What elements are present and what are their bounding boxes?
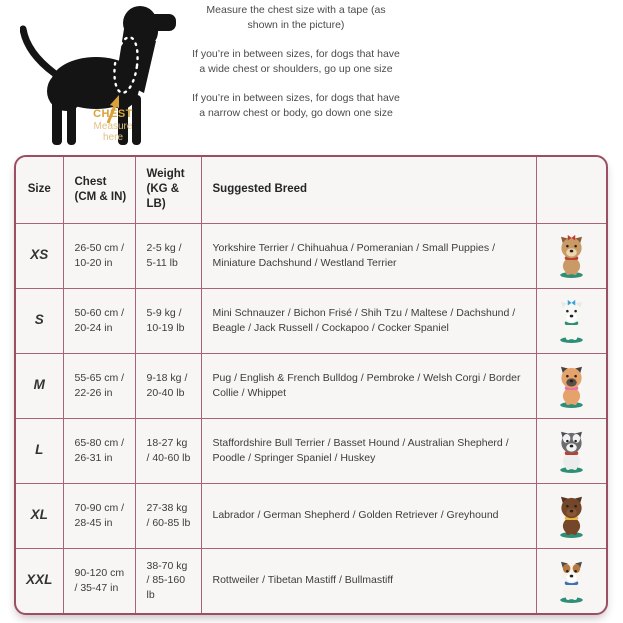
instruction-narrow-chest: If you’re in between sizes, for dogs that have a narrow chest or body, go down one size: [192, 92, 400, 119]
breed-icon-cell: [536, 288, 606, 353]
chest-label: CHEST: [93, 108, 133, 120]
size-cell: M: [16, 353, 63, 418]
table-row: [16, 483, 606, 548]
column-header-icon: [536, 157, 606, 223]
measurement-instructions: [192, 3, 400, 135]
table-row: [16, 353, 606, 418]
breed-cell: Mini Schnauzer / Bichon Frisé / Shih Tzu / Maltese / Dachshund / Beagle / Jack Russell / Cockapoo / Cocker Spaniel: [201, 288, 536, 353]
breed-icon-cell: [536, 483, 606, 548]
yorkshire-terrier-icon: [549, 249, 594, 261]
weight-cell: 18-27 kg / 40-60 lb: [135, 418, 201, 483]
breed-cell: Rottweiler / Tibetan Mastiff / Bullmastiff: [201, 548, 536, 613]
size-chart: [16, 157, 606, 613]
weight-cell: 9-18 kg / 20-40 lb: [135, 353, 201, 418]
breed-cell: Labrador / German Shepherd / Golden Retriever / Greyhound: [201, 483, 536, 548]
table-row: [16, 548, 606, 613]
chest-cell: 65-80 cm / 26-31 in: [63, 418, 135, 483]
weight-cell: 38-70 kg / 85-160 lb: [135, 548, 201, 613]
chest-cell: 90-120 cm / 35-47 in: [63, 548, 135, 613]
size-cell: XXL: [16, 548, 63, 613]
table-row: [16, 418, 606, 483]
column-header-breed: Suggested Breed: [201, 157, 536, 223]
chest-cell: 50-60 cm / 20-24 in: [63, 288, 135, 353]
breed-cell: Staffordshire Bull Terrier / Basset Hound / Australian Shepherd / Poodle / Springer Spaniel / Huskey: [201, 418, 536, 483]
breed-cell: Yorkshire Terrier / Chihuahua / Pomeranian / Small Puppies / Miniature Dachshund / Westland Terrier: [201, 223, 536, 288]
header-row: [16, 157, 606, 223]
weight-cell: 2-5 kg / 5-11 lb: [135, 223, 201, 288]
column-header-chest: Chest (CM & IN): [63, 157, 135, 223]
column-header-weight: Weight (KG & LB): [135, 157, 201, 223]
weight-cell: 5-9 kg / 10-19 lb: [135, 288, 201, 353]
chest-cell: 70-90 cm / 28-45 in: [63, 483, 135, 548]
size-cell: S: [16, 288, 63, 353]
measure-here-label-line2: here: [102, 132, 124, 143]
size-chart-table: [14, 155, 608, 615]
size-cell: L: [16, 418, 63, 483]
breed-icon-cell: [536, 223, 606, 288]
weight-cell: 27-38 kg / 60-85 lb: [135, 483, 201, 548]
labrador-icon: [549, 509, 594, 521]
husky-icon: [549, 444, 594, 456]
dog-silhouette-illustration: [20, 0, 200, 152]
chest-cell: 55-65 cm / 22-26 in: [63, 353, 135, 418]
breed-cell: Pug / English & French Bulldog / Pembroke / Welsh Corgi / Border Collie / Whippet: [201, 353, 536, 418]
instruction-measure-tape: Measure the chest size with a tape (as shown in the picture): [206, 4, 386, 31]
pug-icon: [549, 379, 594, 391]
instruction-wide-chest: If you’re in between sizes, for dogs that have a wide chest or shoulders, go up one size: [192, 48, 400, 75]
size-cell: XS: [16, 223, 63, 288]
table-row: [16, 223, 606, 288]
column-header-size: Size: [16, 157, 63, 223]
chest-cell: 26-50 cm / 10-20 in: [63, 223, 135, 288]
size-table-body: [16, 223, 606, 613]
breed-icon-cell: [536, 548, 606, 613]
saint-bernard-icon: [549, 575, 594, 587]
table-row: [16, 288, 606, 353]
maltese-icon: [549, 314, 594, 326]
size-cell: XL: [16, 483, 63, 548]
breed-icon-cell: [536, 353, 606, 418]
breed-icon-cell: [536, 418, 606, 483]
measure-here-label-line1: Measure: [93, 121, 133, 132]
measurement-diagram: [20, 0, 200, 152]
